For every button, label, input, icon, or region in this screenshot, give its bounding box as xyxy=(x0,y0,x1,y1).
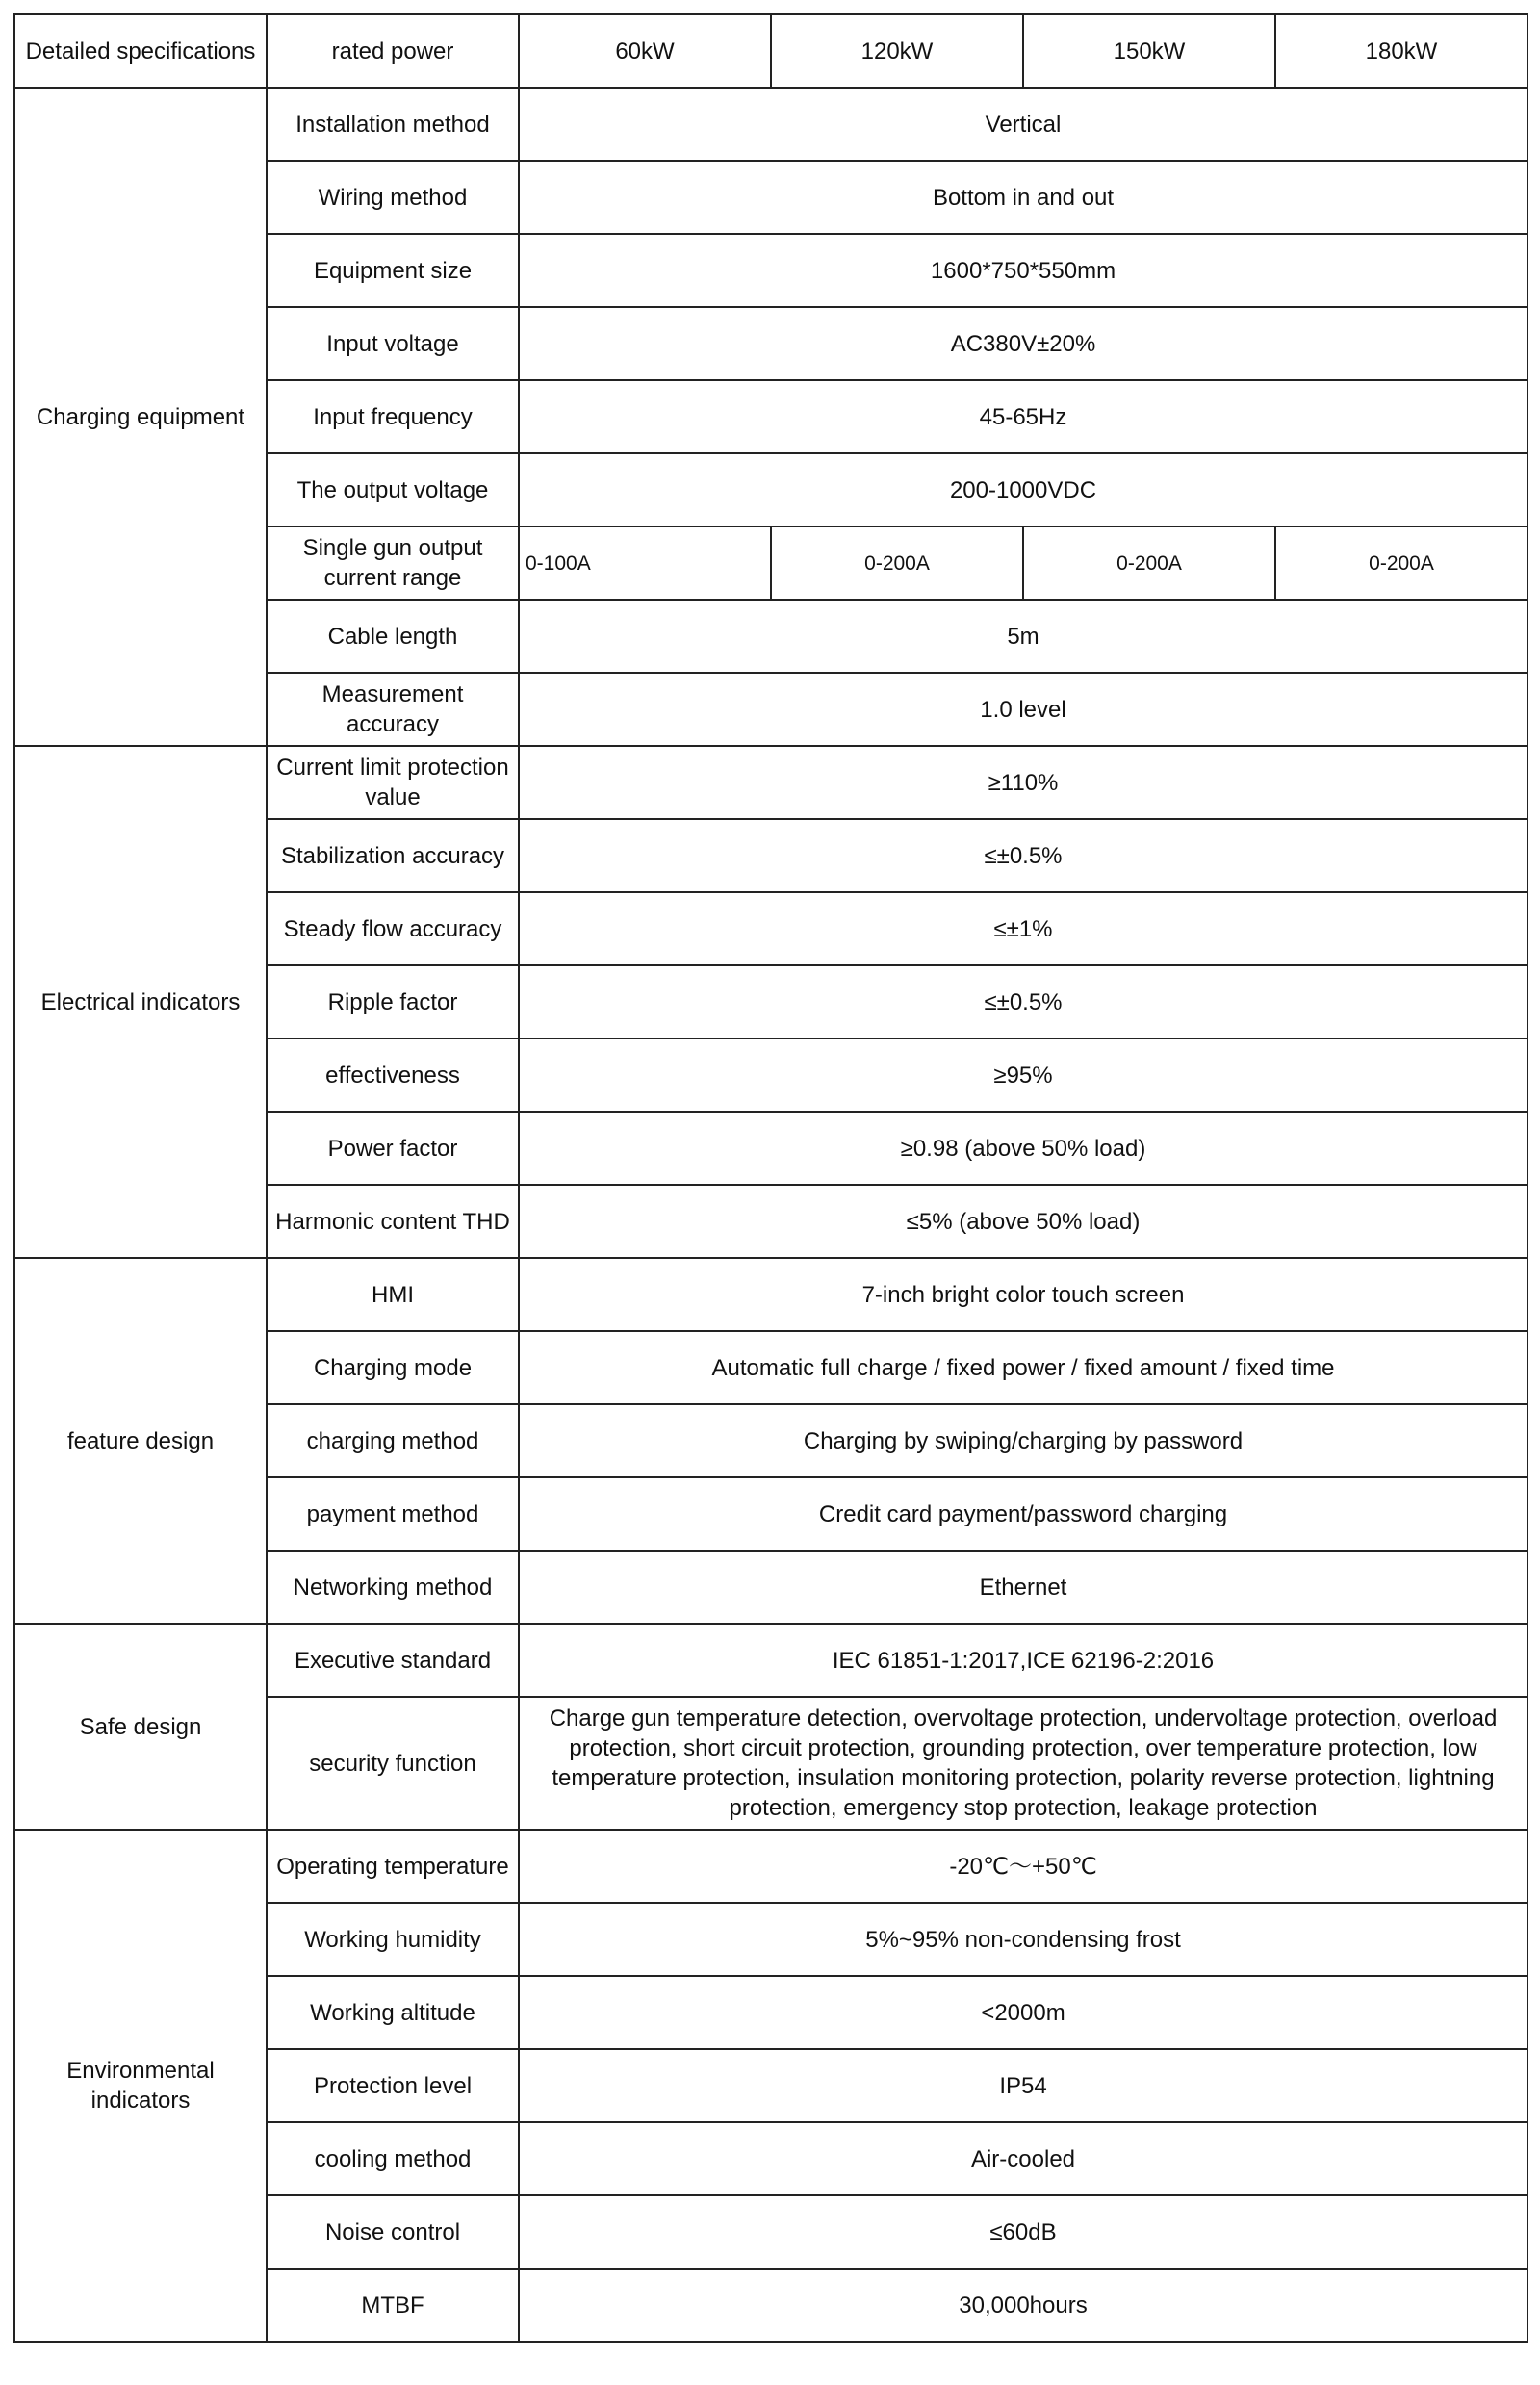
current-value: 0-200A xyxy=(771,526,1023,600)
group-label: feature design xyxy=(14,1258,267,1624)
current-value: 0-100A xyxy=(519,526,771,600)
group-label: Safe design xyxy=(14,1624,267,1830)
spec-value: 1600*750*550mm xyxy=(519,234,1527,307)
spec-value: 5m xyxy=(519,600,1527,673)
table-row xyxy=(14,1830,1527,1903)
power-cell: 120kW xyxy=(771,14,1023,88)
current-value: 0-200A xyxy=(1023,526,1275,600)
group-label: Environmental indicators xyxy=(14,1830,267,2342)
spec-label: Stabilization accuracy xyxy=(267,819,519,892)
power-cell: 180kW xyxy=(1275,14,1527,88)
spec-value: AC380V±20% xyxy=(519,307,1527,380)
spec-label: Input voltage xyxy=(267,307,519,380)
header-row xyxy=(14,14,1527,88)
table-row xyxy=(14,746,1527,819)
spec-value: Charge gun temperature detection, overvoltage protection, undervoltage protection, overload protection, short circuit protection, grounding protection, over temperature protection, low temperature protection, insulation monitoring protection, polarity reverse protection, lightning protection, emergency stop protection, leakage protection xyxy=(519,1697,1527,1830)
spec-value: 45-65Hz xyxy=(519,380,1527,453)
spec-label: charging method xyxy=(267,1404,519,1477)
spec-label: Steady flow accuracy xyxy=(267,892,519,965)
spec-label: Operating temperature xyxy=(267,1830,519,1903)
spec-label: security function xyxy=(267,1697,519,1830)
spec-value: -20℃～+50℃ xyxy=(519,1830,1527,1903)
power-cell: 150kW xyxy=(1023,14,1275,88)
spec-label: Protection level xyxy=(267,2049,519,2122)
spec-value: ≥95% xyxy=(519,1039,1527,1112)
spec-value: 5%~95% non-condensing frost xyxy=(519,1903,1527,1976)
spec-value: ≤±1% xyxy=(519,892,1527,965)
spec-value: ≤60dB xyxy=(519,2195,1527,2269)
spec-value: Automatic full charge / fixed power / fixed amount / fixed time xyxy=(519,1331,1527,1404)
spec-label: Wiring method xyxy=(267,161,519,234)
spec-value: Ethernet xyxy=(519,1551,1527,1624)
spec-label: Installation method xyxy=(267,88,519,161)
spec-label: Noise control xyxy=(267,2195,519,2269)
spec-value: ≤5% (above 50% load) xyxy=(519,1185,1527,1258)
specifications-table xyxy=(13,13,1528,2343)
spec-value: IP54 xyxy=(519,2049,1527,2122)
spec-value: 1.0 level xyxy=(519,673,1527,746)
spec-label: Current limit protection value xyxy=(267,746,519,819)
spec-label: Executive standard xyxy=(267,1624,519,1697)
spec-value: Charging by swiping/charging by password xyxy=(519,1404,1527,1477)
spec-value: ≥110% xyxy=(519,746,1527,819)
table-row xyxy=(14,88,1527,161)
spec-label: HMI xyxy=(267,1258,519,1331)
table-row xyxy=(14,1258,1527,1331)
spec-label: Ripple factor xyxy=(267,965,519,1039)
spec-value: IEC 61851-1:2017,ICE 62196-2:2016 xyxy=(519,1624,1527,1697)
header-cell: Detailed specifications xyxy=(14,14,267,88)
spec-label: Charging mode xyxy=(267,1331,519,1404)
spec-label: Power factor xyxy=(267,1112,519,1185)
spec-value: Air-cooled xyxy=(519,2122,1527,2195)
spec-value: Credit card payment/password charging xyxy=(519,1477,1527,1551)
spec-label: effectiveness xyxy=(267,1039,519,1112)
spec-value: ≤±0.5% xyxy=(519,819,1527,892)
spec-value: 200-1000VDC xyxy=(519,453,1527,526)
spec-label: Working altitude xyxy=(267,1976,519,2049)
spec-value: Vertical xyxy=(519,88,1527,161)
spec-label: The output voltage xyxy=(267,453,519,526)
spec-value: ≤±0.5% xyxy=(519,965,1527,1039)
spec-label: Networking method xyxy=(267,1551,519,1624)
spec-value: Bottom in and out xyxy=(519,161,1527,234)
header-cell: rated power xyxy=(267,14,519,88)
spec-label: payment method xyxy=(267,1477,519,1551)
power-cell: 60kW xyxy=(519,14,771,88)
spec-label: Single gun output current range xyxy=(267,526,519,600)
group-label: Electrical indicators xyxy=(14,746,267,1258)
spec-label: Measurement accuracy xyxy=(267,673,519,746)
spec-label: Equipment size xyxy=(267,234,519,307)
spec-value: <2000m xyxy=(519,1976,1527,2049)
spec-label: Input frequency xyxy=(267,380,519,453)
spec-value: ≥0.98 (above 50% load) xyxy=(519,1112,1527,1185)
spec-label: cooling method xyxy=(267,2122,519,2195)
spec-value: 7-inch bright color touch screen xyxy=(519,1258,1527,1331)
current-value: 0-200A xyxy=(1275,526,1527,600)
table-row xyxy=(14,1624,1527,1697)
spec-label: MTBF xyxy=(267,2269,519,2342)
spec-label: Cable length xyxy=(267,600,519,673)
group-label: Charging equipment xyxy=(14,88,267,746)
spec-label: Working humidity xyxy=(267,1903,519,1976)
spec-value: 30,000hours xyxy=(519,2269,1527,2342)
spec-label: Harmonic content THD xyxy=(267,1185,519,1258)
